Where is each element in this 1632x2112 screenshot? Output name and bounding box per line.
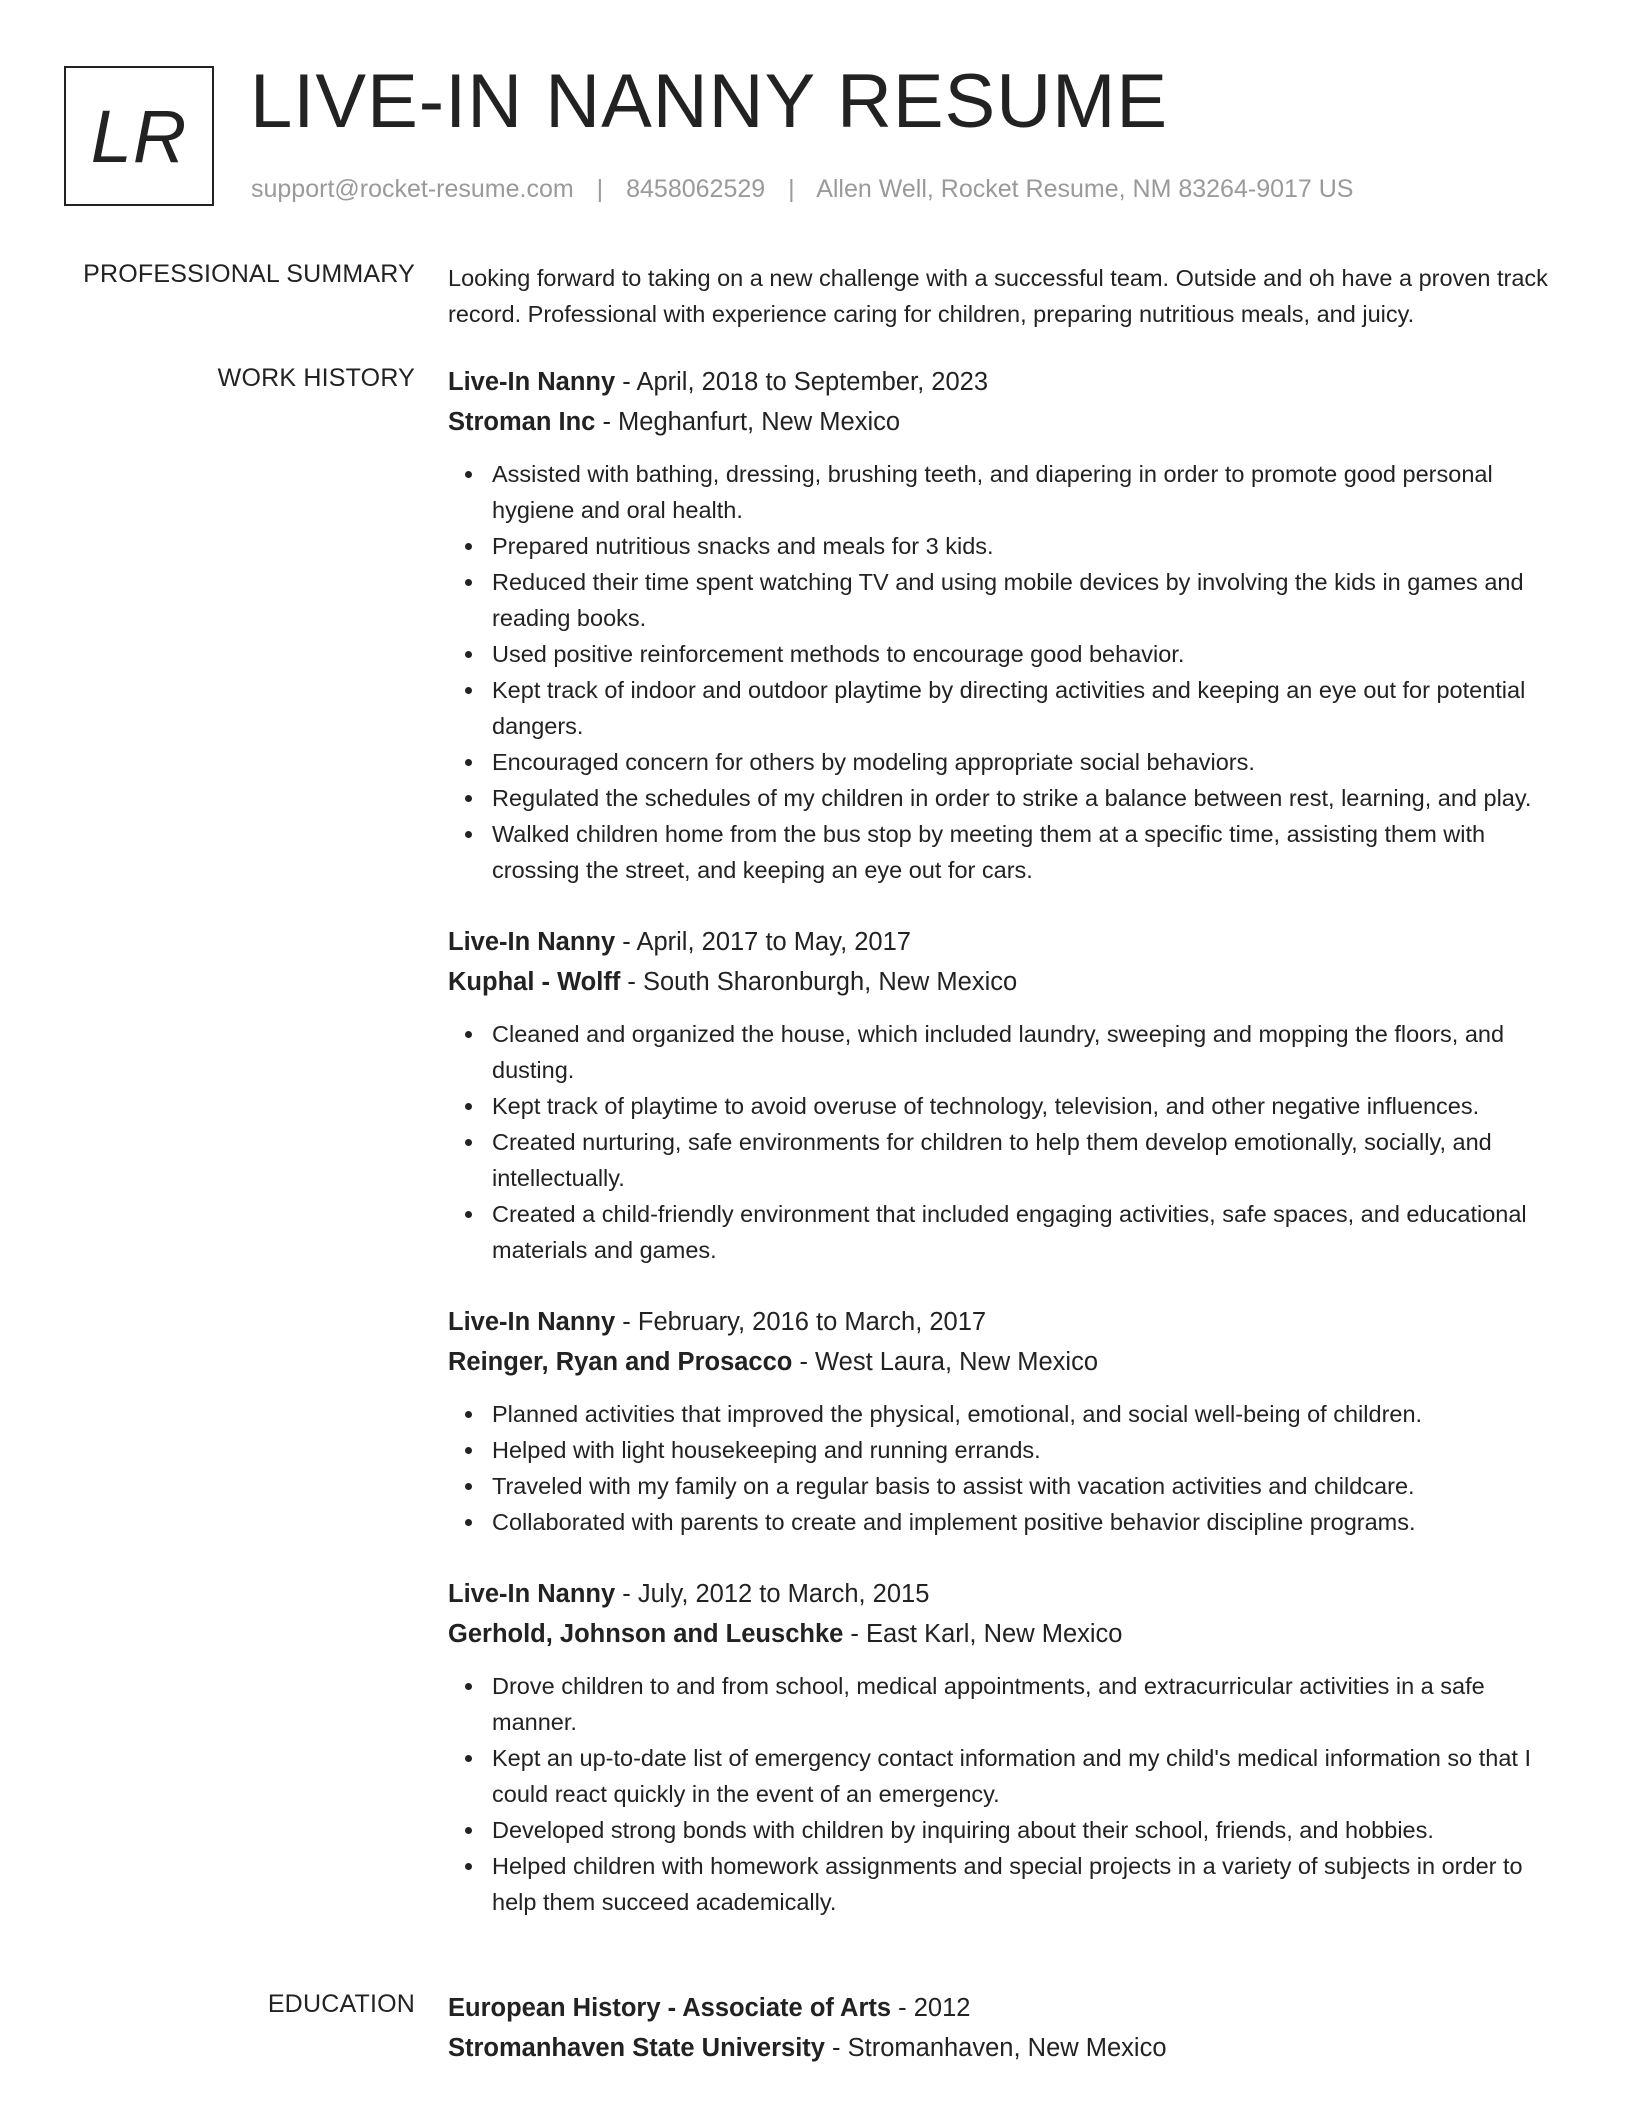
contact-line (251, 175, 1353, 204)
section-label-education: EDUCATION (267, 1990, 415, 2018)
job-location: - West Laura, New Mexico (792, 1348, 1099, 1376)
job-company: Reinger, Ryan and Prosacco (448, 1348, 793, 1376)
job-title: Live-In Nanny (448, 928, 616, 956)
job-company: Kuphal - Wolff (448, 968, 621, 996)
job-bullet: Walked children home from the bus stop by meeting them at a specific time, assisting them with crossing the street, and keeping an eye out for cars. (492, 816, 1563, 888)
job-dates: - April, 2017 to May, 2017 (615, 928, 911, 956)
job-company-line (448, 402, 1563, 442)
job-title-line (448, 922, 1563, 962)
job-entry (448, 922, 1563, 1268)
job-bullet: Traveled with my family on a regular basis to assist with vacation activities and childcare. (492, 1468, 1563, 1504)
job-bullet: Encouraged concern for others by modeling appropriate social behaviors. (492, 744, 1563, 780)
job-bullet-list (448, 1668, 1563, 1920)
job-bullet: Collaborated with parents to create and implement positive behavior discipline programs. (492, 1504, 1563, 1540)
job-location: - East Karl, New Mexico (843, 1620, 1123, 1648)
job-location: - Meghanfurt, New Mexico (595, 408, 901, 436)
job-entry (448, 362, 1563, 888)
job-company: Gerhold, Johnson and Leuschke (448, 1620, 844, 1648)
job-bullet: Reduced their time spent watching TV and using mobile devices by involving the kids in games and reading books. (492, 564, 1563, 636)
education-degree: European History - Associate of Arts (448, 1994, 892, 2022)
job-bullet: Created a child-friendly environment that included engaging activities, safe spaces, and educational materials and games. (492, 1196, 1563, 1268)
education-year: - 2012 (891, 1994, 971, 2022)
job-bullet: Regulated the schedules of my children in order to strike a balance between rest, learning, and play. (492, 780, 1563, 816)
job-entry (448, 1574, 1563, 1920)
job-bullet-list (448, 456, 1563, 888)
job-title: Live-In Nanny (448, 368, 616, 396)
education-entry (448, 1988, 1563, 2068)
summary-text: Looking forward to taking on a new challenge with a successful team. Outside and oh have a proven track record. Professional with experience caring for children, preparing nutritious meals, and juicy. (448, 265, 1548, 327)
job-title: Live-In Nanny (448, 1580, 616, 1608)
job-bullet: Helped children with homework assignments and special projects in a variety of subjects in order to help them succeed academically. (492, 1848, 1563, 1920)
job-bullet: Prepared nutritious snacks and meals for 3 kids. (492, 528, 1563, 564)
job-bullet: Kept track of indoor and outdoor playtime by directing activities and keeping an eye out for potential dangers. (492, 672, 1563, 744)
education-degree-line (448, 1988, 1563, 2028)
job-company-line (448, 1342, 1563, 1382)
job-bullet: Drove children to and from school, medical appointments, and extracurricular activities in a safe manner. (492, 1668, 1563, 1740)
section-label-summary: PROFESSIONAL SUMMARY (83, 260, 415, 288)
page-title: LIVE-IN NANNY RESUME (250, 59, 1169, 144)
job-bullet: Developed strong bonds with children by inquiring about their school, friends, and hobbies. (492, 1812, 1563, 1848)
job-title-line (448, 362, 1563, 402)
job-dates: - February, 2016 to March, 2017 (615, 1308, 987, 1336)
contact-separator: | (788, 175, 795, 203)
contact-email: support@rocket-resume.com (251, 175, 574, 203)
summary-body (448, 260, 1563, 332)
job-bullet-list (448, 1396, 1563, 1540)
job-company-line (448, 962, 1563, 1002)
job-title-line (448, 1302, 1563, 1342)
contact-phone: 8458062529 (626, 175, 766, 203)
education-school-line (448, 2028, 1563, 2068)
contact-address: Allen Well, Rocket Resume, NM 83264-9017 US (816, 175, 1354, 203)
education-school: Stromanhaven State University (448, 2034, 825, 2062)
job-bullet: Helped with light housekeeping and running errands. (492, 1432, 1563, 1468)
job-bullet: Cleaned and organized the house, which included laundry, sweeping and mopping the floors, and dusting. (492, 1016, 1563, 1088)
job-title-line (448, 1574, 1563, 1614)
job-location: - South Sharonburgh, New Mexico (620, 968, 1018, 996)
job-bullet: Planned activities that improved the physical, emotional, and social well-being of children. (492, 1396, 1563, 1432)
job-entry (448, 1302, 1563, 1540)
education-body (448, 1988, 1563, 2068)
job-bullet: Assisted with bathing, dressing, brushing teeth, and diapering in order to promote good personal hygiene and oral health. (492, 456, 1563, 528)
monogram-logo: LR (64, 66, 214, 206)
contact-separator: | (596, 175, 604, 203)
job-dates: - July, 2012 to March, 2015 (615, 1580, 930, 1608)
job-bullet: Kept track of playtime to avoid overuse of technology, television, and other negative influences. (492, 1088, 1563, 1124)
section-label-work-history: WORK HISTORY (217, 364, 415, 392)
job-title: Live-In Nanny (448, 1308, 616, 1336)
education-location: - Stromanhaven, New Mexico (824, 2034, 1167, 2062)
job-bullet-list (448, 1016, 1563, 1268)
work-history-body (448, 362, 1563, 1954)
job-company: Stroman Inc (448, 408, 596, 436)
job-bullet: Kept an up-to-date list of emergency contact information and my child's medical information so that I could react quickly in the event of an emergency. (492, 1740, 1563, 1812)
job-bullet: Used positive reinforcement methods to encourage good behavior. (492, 636, 1563, 672)
job-company-line (448, 1614, 1563, 1654)
job-bullet: Created nurturing, safe environments for children to help them develop emotionally, socially, and intellectually. (492, 1124, 1563, 1196)
job-dates: - April, 2018 to September, 2023 (615, 368, 989, 396)
